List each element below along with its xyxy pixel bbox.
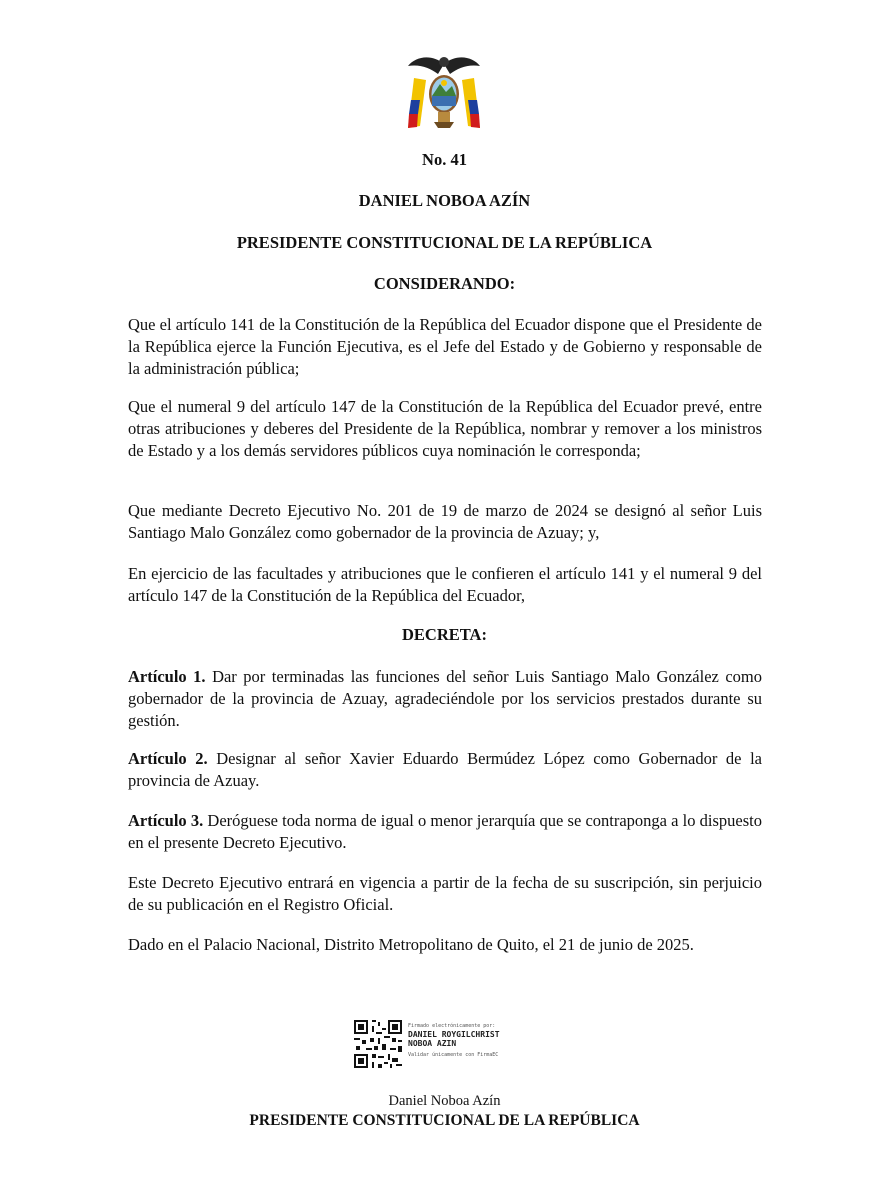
article-2-text: Designar al señor Xavier Eduardo Bermúdez López como Gobernador de la provincia de Azuay. xyxy=(128,749,762,790)
article-3 xyxy=(128,810,762,854)
article-2 xyxy=(128,748,762,792)
consideration-3: Que mediante Decreto Ejecutivo No. 201 de 19 de marzo de 2024 se designó al señor Luis Santiago Malo González como gobernador de la provincia de Azuay; y, xyxy=(128,501,762,542)
consideration-2: Que el numeral 9 del artículo 147 de la Constitución de la República del Ecuador prevé, entre otras atribuciones y deberes del Presidente de la República, nombrar y remover a los ministros de Estado y a los demás servidores públicos cuya nominación le corresponda; xyxy=(128,397,762,460)
validate-label: Validar únicamente con FirmaEC xyxy=(408,1052,499,1058)
article-2-label: Artículo 2. xyxy=(128,749,208,768)
article-3-text: Deróguese toda norma de igual o menor jerarquía que se contraponga a lo dispuesto en el presente Decreto Ejecutivo. xyxy=(128,811,763,852)
coat-of-arms-icon xyxy=(404,50,484,130)
decree-number: No. 41 xyxy=(422,150,467,169)
consideration-4: En ejercicio de las facultades y atribuciones que le confieren el artículo 141 y el numeral 9 del artículo 147 de la Constitución de la República del Ecuador, xyxy=(128,564,762,605)
office-title: PRESIDENTE CONSTITUCIONAL DE LA REPÚBLICA xyxy=(236,233,653,252)
signer-line-2: NOBOA AZIN xyxy=(408,1039,457,1048)
signed-by-label: Firmado electrónicamente por: xyxy=(408,1023,496,1029)
electronic-signature-text xyxy=(408,1023,500,1059)
considering-heading: CONSIDERANDO: xyxy=(373,274,516,293)
consideration-1: Que el artículo 141 de la Constitución de la República del Ecuador dispone que el Presidente de la República ejerce la Función Ejecutiva, es el Jefe del Estado y de Gobierno y responsable de la administración pública; xyxy=(128,315,762,378)
closing-date: Dado en el Palacio Nacional, Distrito Metropolitano de Quito, el 21 de junio de 2025. xyxy=(128,935,694,954)
author-name: DANIEL NOBOA AZÍN xyxy=(358,191,531,210)
signer-name: Daniel Noboa Azín xyxy=(388,1093,501,1109)
qr-code-icon xyxy=(352,1018,404,1070)
signer-title: PRESIDENTE CONSTITUCIONAL DE LA REPÚBLICA xyxy=(249,1112,640,1129)
article-1-text: Dar por terminadas las funciones del señor Luis Santiago Malo González como gobernador de la provincia de Azuay, agradeciéndole por los servicios prestados durante su gestión. xyxy=(128,667,763,730)
article-3-label: Artículo 3. xyxy=(128,811,204,830)
closing-validity: Este Decreto Ejecutivo entrará en vigencia a partir de la fecha de su suscripción, sin perjuicio de su publicación en el Registro Oficial. xyxy=(128,873,762,914)
article-1 xyxy=(128,666,762,732)
article-1-label: Artículo 1. xyxy=(128,667,206,686)
decree-heading: DECRETA: xyxy=(402,625,487,644)
signer-line-1: DANIEL ROYGILCHRIST xyxy=(408,1030,500,1039)
